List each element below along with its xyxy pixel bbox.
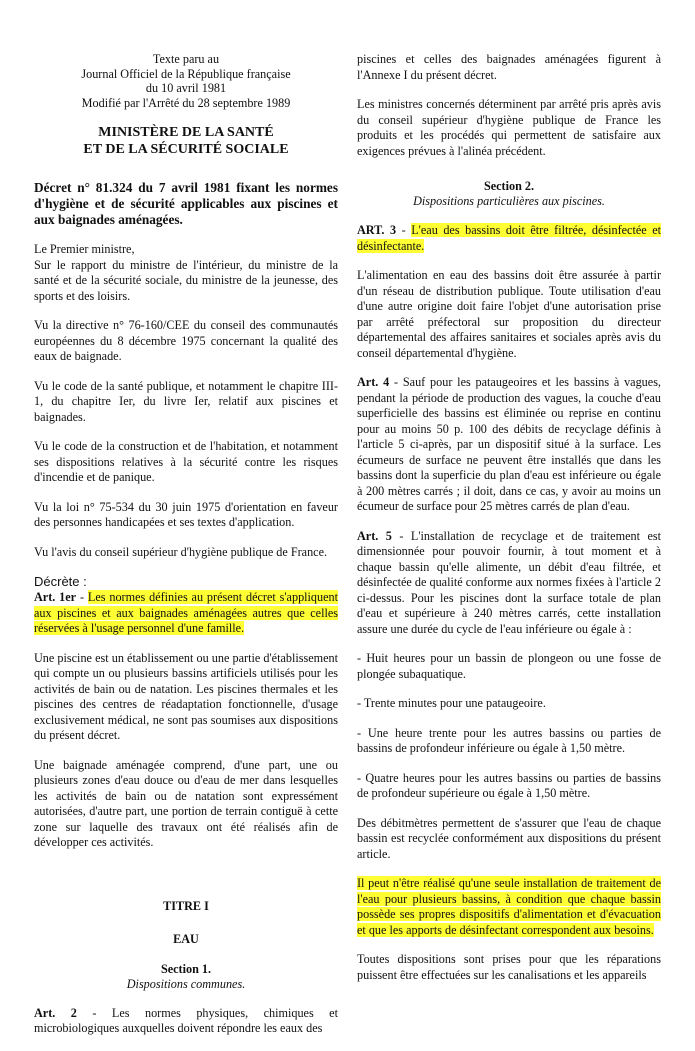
article-1-sep: -	[76, 590, 88, 604]
article-3-paragraph-2: L'alimentation en eau des bassins doit être assurée à partir d'un réseau de distribution publique. Toute utilisation d'eau d'une autre origine doit faire l'objet d'une autorisation prise par arrêté préfectoral sur proposition du directeur départemental des affaires sanitaires et sociales après avis du conseil départemental d'hygiène.	[357, 268, 661, 360]
decree-title: Décret n° 81.324 du 7 avril 1981 fixant les normes d'hygiène et de sécurité applicables aux piscines et aux baignades aménagées.	[34, 180, 338, 227]
article-5-highlight-paragraph	[357, 876, 661, 938]
article-5-last-paragraph: Toutes dispositions sont prises pour que les réparations puissent être effectuées sur les canalisations et les appareils	[357, 952, 661, 982]
article-5-debitmetres: Des débitmètres permettent de s'assurer que l'eau de chaque bassin est recyclée conformément aux dispositions du présent article.	[357, 815, 661, 861]
preamble-rapport: Sur le rapport du ministre de l'intérieur, du ministre de la santé et de la sécurité sociale, du ministre de la jeunesse, des sports et des loisirs.	[34, 257, 338, 303]
publication-note	[34, 52, 338, 110]
preamble-code-sante: Vu le code de la santé publique, et notamment le chapitre III-1, du chapitre Ier, du livre Ier, relatif aux piscines et baignades.	[34, 378, 338, 424]
article-2-label: Art. 2	[34, 1005, 77, 1020]
article-4	[357, 375, 661, 515]
preamble-code-construction: Vu le code de la construction et de l'habitation, et notamment ses dispositions relatives à la sécurité contre les risques d'incendie et de panique.	[34, 439, 338, 484]
article-3	[357, 223, 661, 254]
article-2-paragraph-2: Les ministres concernés déterminent par arrêté pris après avis du conseil supérieur d'hygiène publique de France les produits et les procédés qui permettent de satisfaire aux exigences prévues à l'alinéa précédent.	[357, 97, 661, 158]
section-1-subtitle: Dispositions communes.	[126, 976, 246, 991]
section-2-heading	[357, 179, 661, 209]
titre-1-subtitle: EAU	[173, 932, 199, 946]
publication-line-1: Texte paru au	[152, 52, 220, 66]
decrete-heading: Décrète :	[34, 574, 87, 589]
preamble-minister-block	[34, 242, 338, 304]
article-1-piscine-definition: Une piscine est un établissement ou une partie d'établissement qui compte un ou plusieurs bassins artificiels utilisés pour les activités de bain ou de natation. Les piscines thermales et les piscines des centres de réadaptation fonctionnelle, d'usage exclusivement médical, ne sont pas soumises aux dispositions du présent décret.	[34, 650, 338, 742]
right-column	[357, 52, 661, 997]
preamble-minister: Le Premier ministre,	[34, 242, 135, 256]
article-1-highlighted-text: Les normes définies au présent décret s'appliquent aux piscines et aux baignades aménagées autres que celles réservées à l'usage personnel d'une famille.	[34, 590, 339, 635]
ministry-line-1: MINISTÈRE DE LA SANTÉ	[98, 125, 274, 140]
preamble-directive: Vu la directive n° 76-160/CEE du conseil des communautés européennes du 8 décembre 1975 concernant la qualité des eaux de baignade.	[34, 318, 338, 363]
section-2-subtitle: Dispositions particulières aux piscines.	[413, 194, 605, 208]
titre-1-title: TITRE I	[163, 898, 209, 913]
preamble-loi: Vu la loi n° 75-534 du 30 juin 1975 d'orientation en faveur des personnes handicapées et ses textes d'application.	[34, 499, 338, 529]
article-1-baignade-definition: Une baignade aménagée comprend, d'une part, une ou plusieurs zones d'eau douce ou d'eau de mer dans lesquelles les activités de bain ou de natation sont expressément autorisées, d'autre part, une portion de terrain contiguë à cette zone sur laquelle des travaux ont été réalisés afin de développer ces activités.	[34, 757, 338, 849]
article-2	[34, 1006, 338, 1037]
article-5-item-4: - Quatre heures pour les autres bassins ou parties de bassins de profondeur supérieure ou égale à 1,50 mètre.	[357, 770, 661, 800]
article-3-highlighted-text: L'eau des bassins doit être filtrée, désinfectée et désinfectante.	[357, 223, 661, 253]
section-1-heading	[34, 962, 338, 992]
article-2-continuation: piscines et celles des baignades aménagées figurent à l'Annexe I du présent décret.	[357, 52, 661, 82]
article-5-item-3: - Une heure trente pour les autres bassins ou parties de bassins de profondeur inférieure ou égale à 1,50 mètre.	[357, 725, 661, 755]
article-5-text: - L'installation de recyclage et de traitement est dimensionnée pour pouvoir fournir, à tout moment et à chaque bassin qu'elle alimente, un débit d'eau filtrée, et désinfectée de qualité conforme aux normes fixées à l'article 2 ci-dessus. Pour les piscines dont la surface totale de plan d'eau et supérieure à 240 mètres carrés, cette installation assure une durée du cycle de l'eau inférieure ou égale à :	[357, 528, 661, 636]
titre-1-heading	[34, 899, 338, 948]
article-5	[357, 529, 661, 638]
publication-line-4: Modifié par l'Arrêté du 28 septembre 1989	[81, 95, 291, 110]
article-1	[34, 590, 338, 637]
section-1-title: Section 1.	[160, 961, 212, 976]
publication-line-2: Journal Officiel de la République française	[81, 66, 291, 81]
left-column	[34, 52, 338, 1051]
article-5-highlighted-text: Il peut n'être réalisé qu'une seule installation de traitement de l'eau pour plusieurs bassins, à condition que chaque bassin possède ses propres dispositifs d'alimentation et d'évacuation et que les apports de désinfectant correspondent aux besoins.	[357, 876, 661, 937]
ministry-title	[34, 124, 338, 158]
article-5-item-2: - Trente minutes pour une pataugeoire.	[357, 696, 546, 710]
ministry-line-2: ET DE LA SÉCURITÉ SOCIALE	[83, 142, 289, 157]
article-3-sep: -	[396, 223, 412, 237]
article-5-label: Art. 5	[357, 528, 392, 543]
article-4-text: - Sauf pour les pataugeoires et les bassins à vagues, pendant la période de production des vagues, la couche d'eau superficielle des bassins est éliminée ou reprise en continu pour au moins 50 p. 100 des débits de recyclage définis à l'article 5 ci-après, par un dispositif situé à la surface. Les écumeurs de surface ne peuvent être installés que dans les bassins dont la superficie du plan d'eau est inférieure ou égale à 200 mètres carrés ; il doit, dans ce cas, y avoir au moins un écumeur de surface pour 25 mètres carrés de plan d'eau.	[357, 375, 661, 513]
article-1-label: Art. 1er	[34, 590, 77, 604]
article-3-label: ART. 3	[357, 223, 397, 237]
spacer	[34, 865, 338, 899]
section-2-title: Section 2.	[483, 179, 535, 193]
article-4-label: Art. 4	[357, 375, 390, 389]
preamble-avis: Vu l'avis du conseil supérieur d'hygiène publique de France.	[34, 544, 328, 559]
article-2-text: - Les normes physiques, chimiques et microbiologiques auxquelles doivent répondre les eaux des	[34, 1005, 338, 1035]
publication-line-3: du 10 avril 1981	[145, 81, 227, 95]
article-5-item-1: - Huit heures pour un bassin de plongeon ou une fosse de plongée subaquatique.	[357, 651, 661, 681]
